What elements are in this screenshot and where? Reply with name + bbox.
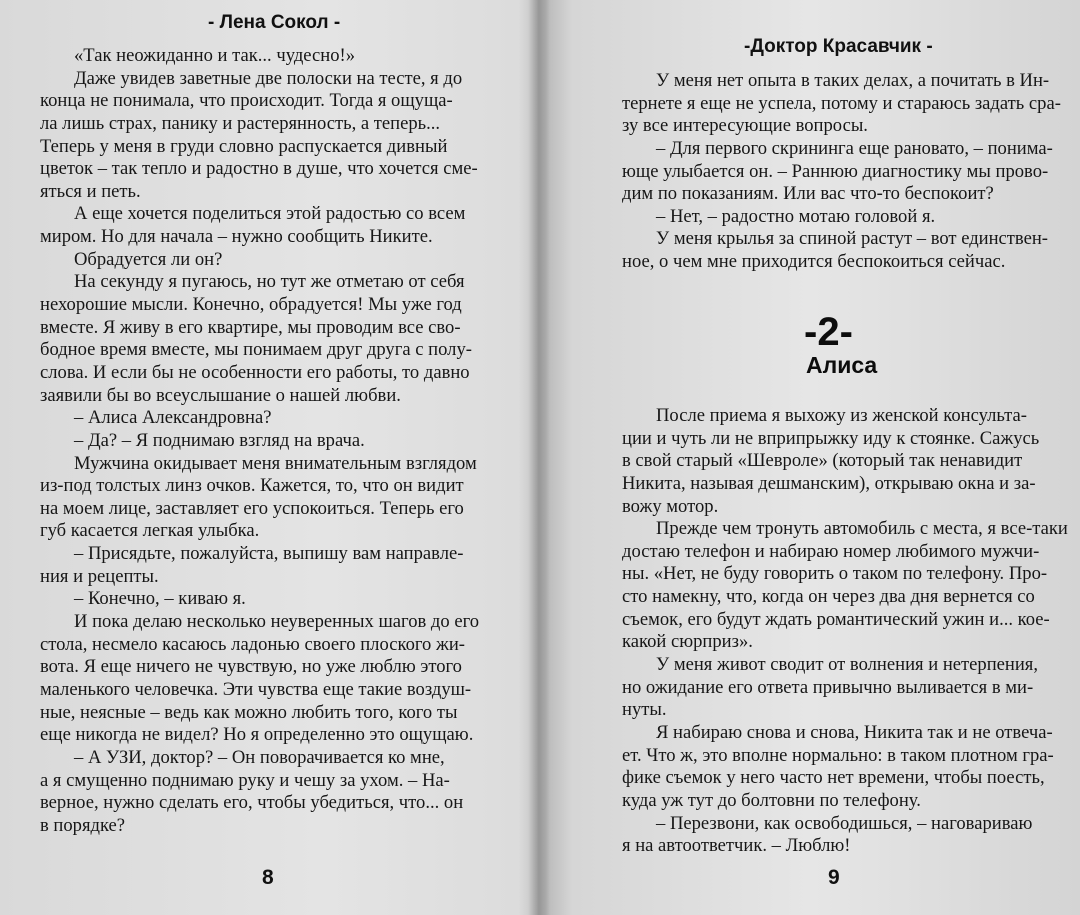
text-line: Теперь у меня в груди словно распускается дивный bbox=[40, 135, 448, 157]
text-line: И пока делаю несколько неуверенных шагов до его bbox=[74, 611, 480, 633]
text-line: цветок – так тепло и радостно в душе, что хочется сме- bbox=[40, 158, 478, 180]
text-line: конца не понимала, что происходит. Тогда я ощуща- bbox=[40, 90, 453, 112]
text-line: яться и петь. bbox=[40, 180, 141, 202]
text-line: но ожидание его ответа привычно выливается в ми- bbox=[622, 676, 1034, 698]
left-page-number: 8 bbox=[262, 866, 274, 889]
text-line: – Конечно, – киваю я. bbox=[74, 588, 246, 610]
text-line: ет. Что ж, это вполне нормально: в таком плотном гра- bbox=[622, 744, 1054, 766]
text-line: ные, неясные – ведь как можно любить того, кого ты bbox=[40, 701, 458, 723]
text-line: ное, о чем мне приходится беспокоиться сейчас. bbox=[622, 251, 1006, 273]
text-line: ны. «Нет, не буду говорить о таком по телефону. Про- bbox=[622, 563, 1048, 585]
text-line: куда уж тут до болтовни по телефону. bbox=[622, 789, 921, 811]
text-line: Мужчина окидывает меня внимательным взглядом bbox=[74, 452, 477, 474]
text-line: – Перезвони, как освободишься, – наговариваю bbox=[656, 812, 1033, 834]
text-line: я на автоответчик. – Люблю! bbox=[622, 835, 851, 857]
text-line: – Да? – Я поднимаю взгляд на врача. bbox=[74, 429, 365, 451]
text-line: У меня нет опыта в таких делах, а почитать в Ин- bbox=[656, 70, 1050, 91]
text-line: слова. И если бы не особенности его работы, то давно bbox=[40, 361, 470, 383]
text-line: У меня живот сводит от волнения и нетерпения, bbox=[656, 654, 1039, 676]
text-line: миром. Но для начала – нужно сообщить Никите. bbox=[40, 226, 433, 248]
text-line: ния и рецепты. bbox=[40, 565, 159, 587]
text-line: вота. Я еще ничего не чувствую, но уже люблю этого bbox=[40, 656, 462, 678]
left-page-body bbox=[40, 45, 508, 837]
text-line: бодное время вместе, мы понимаем друг друга с полу- bbox=[40, 339, 472, 361]
text-line: Прежде чем тронуть автомобиль с места, я все-таки bbox=[656, 518, 1068, 540]
text-line: «Так неожиданно и так... чудесно!» bbox=[74, 45, 355, 66]
text-line: дим по показаниям. Или вас что-то беспокоит? bbox=[622, 183, 994, 205]
text-line: съемок, его будут ждать романтический ужин и... кое- bbox=[622, 608, 1050, 630]
right-page-body-top bbox=[622, 70, 1077, 274]
text-line: После приема я выхожу из женской консульта- bbox=[656, 405, 1027, 426]
text-line: Обрадуется ли он? bbox=[74, 248, 223, 270]
text-line: еще никогда не видел? Но я определенно это ощущаю. bbox=[40, 724, 474, 746]
text-line: губ касается легкая улыбка. bbox=[40, 520, 260, 542]
text-line: Никита, называя дешманским), открываю окна и за- bbox=[622, 472, 1036, 494]
text-line: а я смущенно поднимаю руку и чешу за ухом. – На- bbox=[40, 769, 450, 791]
text-line: Даже увидев заветные две полоски на тесте, я до bbox=[74, 67, 463, 89]
text-line: стола, несмело касаюсь ладонью своего плоского жи- bbox=[40, 633, 465, 655]
text-line: вместе. Я живу в его квартире, мы проводим все сво- bbox=[40, 316, 461, 338]
text-line: на моем лице, заставляет его успокоиться. Теперь его bbox=[40, 497, 464, 519]
text-line: У меня крылья за спиной растут – вот единствен- bbox=[656, 228, 1049, 250]
text-line: – Нет, – радостно мотаю головой я. bbox=[656, 205, 936, 227]
text-line: Я набираю снова и снова, Никита так и не отвеча- bbox=[656, 721, 1053, 743]
text-line: ла лишь страх, панику и растерянность, а теперь... bbox=[40, 112, 441, 134]
text-line: достаю телефон и набираю номер любимого мужчи- bbox=[622, 540, 1040, 562]
right-page-number: 9 bbox=[828, 866, 840, 889]
text-line: какой сюрприз». bbox=[622, 631, 753, 653]
text-line: тернете я еще не успела, потому и стараюсь задать сра- bbox=[622, 92, 1061, 114]
left-page bbox=[0, 0, 536, 915]
text-line: – Присядьте, пожалуйста, выпишу вам направле- bbox=[74, 543, 464, 565]
text-line: верное, нужно сделать его, чтобы убедиться, что... он bbox=[40, 792, 464, 814]
text-line: зу все интересующие вопросы. bbox=[622, 115, 868, 137]
text-line: фике съемок у него часто нет времени, чтобы поесть, bbox=[622, 767, 1045, 789]
text-line: юще улыбается он. – Раннюю диагностику мы прово- bbox=[622, 160, 1049, 182]
text-line: сто намекну, что, когда он через два дня вернется со bbox=[622, 586, 1035, 608]
text-line: ции и чуть ли не вприпрыжку иду к стоянке. Сажусь bbox=[622, 427, 1040, 449]
text-line: маленького человечка. Эти чувства еще такие воздуш- bbox=[40, 678, 472, 700]
chapter-number: -2- bbox=[804, 310, 853, 354]
chapter-title: Алиса bbox=[806, 352, 878, 378]
text-line: – Для первого скрининга еще рановато, – понима- bbox=[656, 137, 1053, 159]
right-page bbox=[546, 0, 1080, 915]
text-line: вожу мотор. bbox=[622, 495, 719, 517]
text-line: нехорошие мысли. Конечно, обрадуется! Мы уже год bbox=[40, 294, 462, 316]
text-line: в порядке? bbox=[40, 814, 126, 836]
right-running-head: -Доктор Красавчик - bbox=[744, 36, 933, 57]
text-line: нуты. bbox=[622, 699, 667, 721]
right-page-body-bottom bbox=[622, 405, 1077, 858]
text-line: На секунду я пугаюсь, но тут же отметаю от себя bbox=[74, 271, 465, 293]
text-line: – Алиса Александровна? bbox=[74, 407, 272, 429]
text-line: – А УЗИ, доктор? – Он поворачивается ко мне, bbox=[74, 746, 445, 768]
text-line: заявили бы во всеуслышание о нашей любви. bbox=[40, 384, 401, 406]
left-running-head: - Лена Сокол - bbox=[208, 12, 341, 33]
text-line: А еще хочется поделиться этой радостью со всем bbox=[74, 203, 466, 225]
text-line: из-под толстых линз очков. Кажется, то, что он видит bbox=[40, 475, 464, 497]
text-line: в свой старый «Шевроле» (который так ненавидит bbox=[622, 450, 1023, 472]
